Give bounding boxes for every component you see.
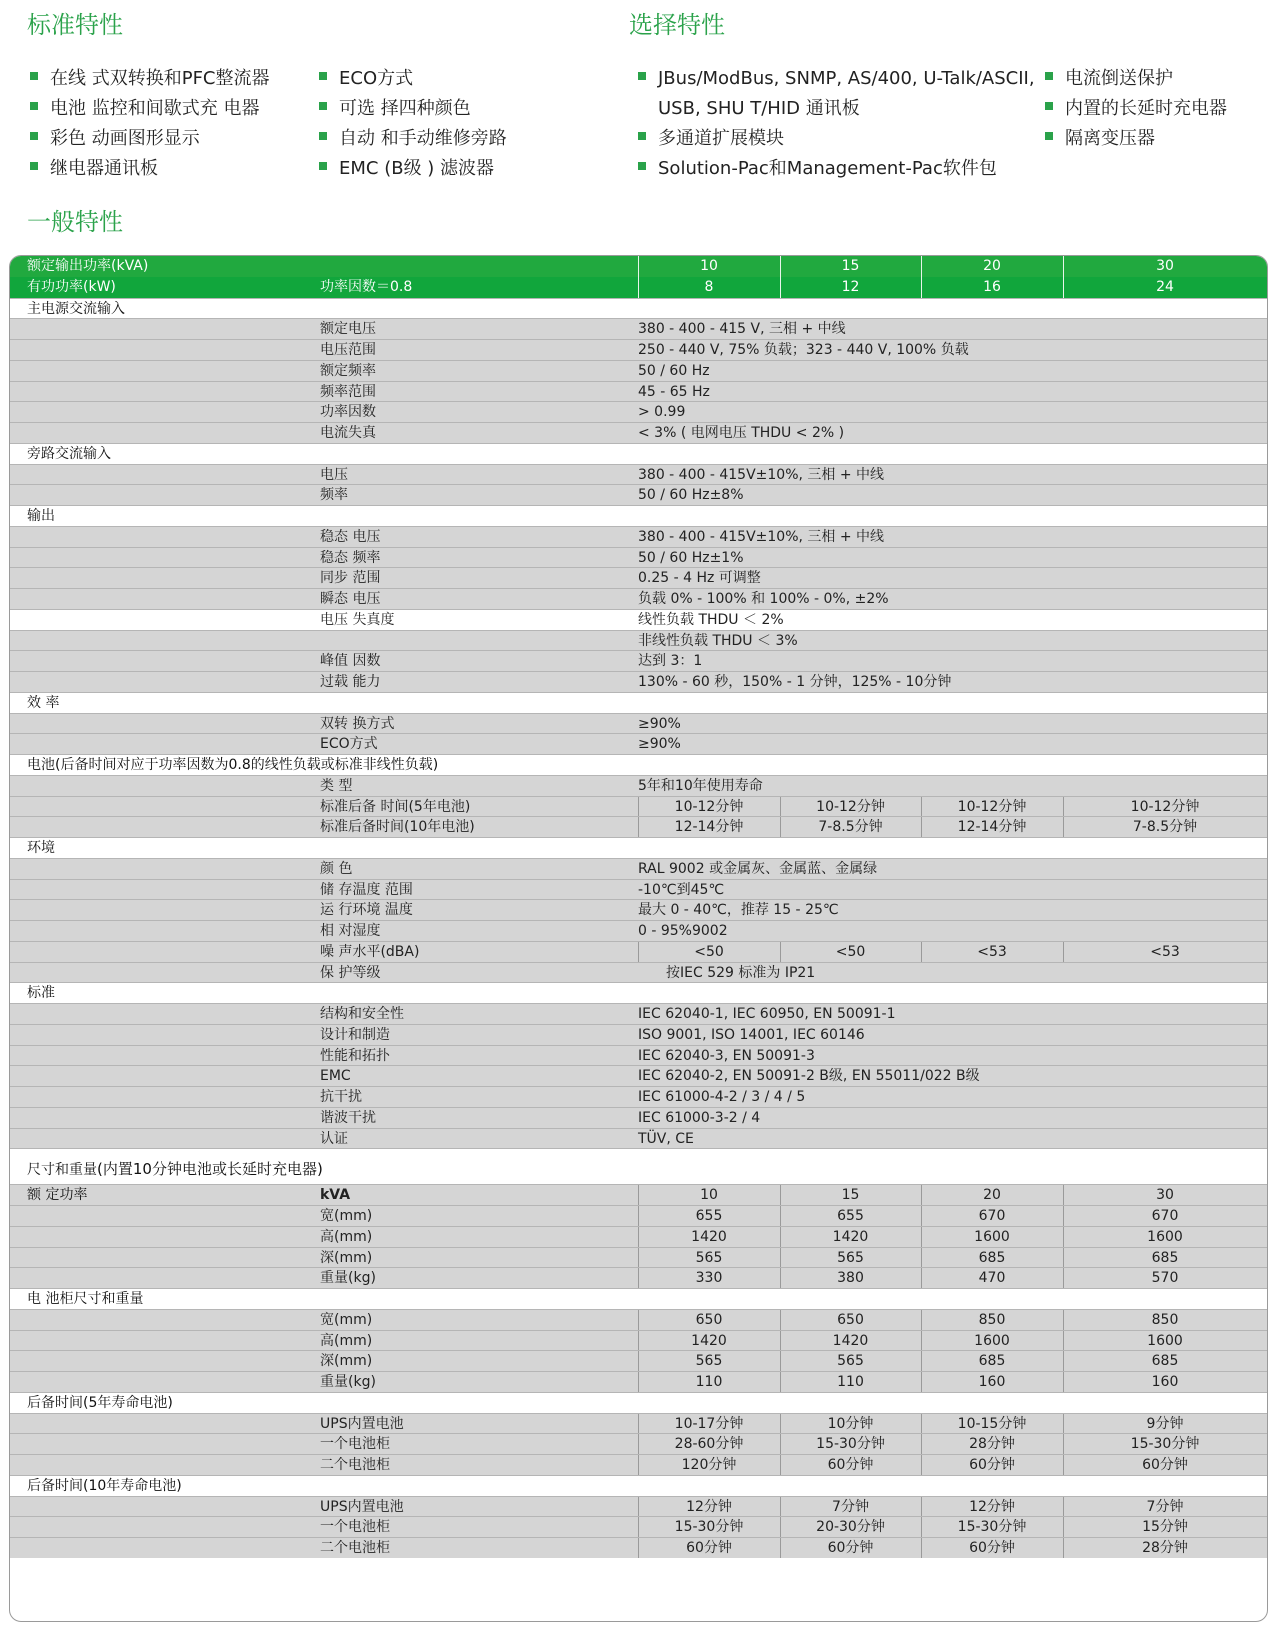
parameter-name: 性能和拓扑 bbox=[320, 1047, 390, 1064]
spec-row bbox=[10, 920, 1267, 941]
spec-row bbox=[10, 567, 1267, 588]
value-cell: 1600 bbox=[974, 1332, 1010, 1349]
value-cell: 685 bbox=[1151, 1353, 1179, 1370]
parameter-value: > 0.99 bbox=[638, 404, 686, 421]
parameter-name: 深(mm) bbox=[320, 1249, 373, 1266]
feature-item bbox=[319, 94, 507, 124]
spec-row bbox=[10, 1413, 1267, 1434]
feature-text: 继电器通讯板 bbox=[50, 158, 158, 179]
value-cell: 12分钟 bbox=[969, 1498, 1015, 1515]
spec-row bbox=[10, 1205, 1267, 1226]
section-heading-note: (内置10分钟电池或长延时充电器) bbox=[97, 1160, 323, 1179]
spec-row bbox=[10, 1496, 1267, 1517]
spec-row bbox=[10, 1065, 1267, 1086]
value-cell: 1600 bbox=[1147, 1332, 1183, 1349]
parameter-name: UPS内置电池 bbox=[320, 1415, 404, 1432]
value-cell: 565 bbox=[837, 1249, 864, 1266]
parameter-name: 运 行环境 温度 bbox=[320, 902, 413, 919]
feature-item bbox=[1045, 124, 1227, 154]
value-cell: 28-60分钟 bbox=[674, 1436, 744, 1453]
parameter-name: 瞬态 电压 bbox=[320, 591, 381, 607]
parameter-name: 一个电池柜 bbox=[320, 1519, 390, 1536]
parameter-value: IEC 62040-2, EN 50091-2 B级, EN 55011/022 B级 bbox=[638, 1068, 980, 1085]
parameter-value: ≥90% bbox=[638, 736, 681, 753]
spec-row bbox=[10, 941, 1267, 962]
spec-row bbox=[10, 1184, 1267, 1205]
spec-row bbox=[10, 816, 1267, 837]
bullet-icon bbox=[638, 72, 646, 80]
spec-row bbox=[10, 360, 1267, 381]
parameter-value: 0 - 95%9002 bbox=[638, 923, 728, 939]
value-cell: 565 bbox=[837, 1353, 864, 1370]
spec-row bbox=[10, 775, 1267, 796]
value-cell: 20 bbox=[983, 258, 1001, 274]
parameter-name: 重量(kg) bbox=[320, 1374, 376, 1390]
bullet-icon bbox=[319, 162, 327, 170]
parameter-value: IEC 61000-3-2 / 4 bbox=[638, 1109, 761, 1126]
value-cell: 470 bbox=[978, 1270, 1006, 1287]
bullet-icon bbox=[30, 72, 38, 80]
row-label: 有功功率(kW) bbox=[27, 278, 116, 295]
value-cell: 12分钟 bbox=[686, 1498, 732, 1515]
parameter-name: 颜 色 bbox=[320, 860, 353, 877]
parameter-name: 电压 失真度 bbox=[320, 611, 395, 628]
value-cell: 1420 bbox=[691, 1228, 727, 1245]
spec-row bbox=[10, 1330, 1267, 1351]
parameter-name: 一个电池柜 bbox=[320, 1436, 390, 1453]
feature-item bbox=[319, 154, 507, 184]
spec-row bbox=[10, 630, 1267, 651]
parameter-value: 45 - 65 Hz bbox=[638, 383, 710, 400]
parameter-value: 非线性负载 THDU ＜ 3% bbox=[638, 632, 798, 649]
row-label: 额 定功率 bbox=[27, 1187, 88, 1204]
feature-text: 自动 和手动维修旁路 bbox=[339, 128, 507, 149]
section-header-row bbox=[10, 505, 1267, 526]
value-cell: 1420 bbox=[832, 1332, 869, 1349]
spec-row bbox=[10, 650, 1267, 671]
parameter-value: 最大 0 - 40℃，推荐 15 - 25℃ bbox=[638, 902, 839, 919]
value-cell: 60分钟 bbox=[969, 1457, 1015, 1473]
spec-row bbox=[10, 1516, 1267, 1537]
parameter-value: -10℃到45℃ bbox=[638, 881, 725, 898]
spec-row bbox=[10, 547, 1267, 568]
parameter-value: TÜV, CE bbox=[638, 1130, 694, 1147]
parameter-name: 电流失真 bbox=[320, 425, 376, 441]
bullet-icon bbox=[30, 162, 38, 170]
section-header-row bbox=[10, 1392, 1267, 1413]
feature-text: JBus/ModBus, SNMP, AS/400, U-Talk/ASCII, bbox=[658, 68, 1035, 89]
feature-text: USB, SHU T/HID 通讯板 bbox=[658, 98, 860, 119]
parameter-name: 二个电池柜 bbox=[320, 1457, 390, 1473]
parameter-name: 双转 换方式 bbox=[320, 715, 395, 732]
value-cell: 30 bbox=[1156, 1187, 1174, 1204]
feature-text: 电池 监控和间歇式充 电器 bbox=[50, 98, 260, 119]
value-cell: 1420 bbox=[832, 1228, 869, 1245]
value-cell: 1600 bbox=[974, 1228, 1010, 1245]
parameter-name: 功率因数＝0.8 bbox=[320, 278, 413, 295]
parameter-value: 380 - 400 - 415V±10%, 三相 + 中线 bbox=[638, 466, 885, 483]
feature-item bbox=[638, 64, 1035, 94]
spec-row bbox=[10, 1045, 1267, 1066]
feature-item bbox=[319, 124, 507, 154]
value-cell: 655 bbox=[837, 1208, 864, 1224]
standard-features-col1 bbox=[30, 64, 270, 184]
value-cell: 20 bbox=[983, 1187, 1001, 1204]
parameter-value: 250 - 440 V, 75% 负载；323 - 440 V, 100% 负载 bbox=[638, 342, 969, 358]
bullet-icon bbox=[1045, 102, 1053, 110]
value-cell: 10分钟 bbox=[827, 1415, 874, 1432]
feature-text: 多通道扩展模块 bbox=[658, 128, 784, 149]
parameter-value: 5年和10年使用寿命 bbox=[638, 777, 763, 794]
value-cell: 60分钟 bbox=[969, 1540, 1015, 1556]
spec-row bbox=[10, 733, 1267, 754]
spec-row bbox=[10, 277, 1267, 298]
feature-item-continued bbox=[638, 94, 1035, 124]
parameter-value: 0.25 - 4 Hz 可调整 bbox=[638, 570, 761, 587]
spec-row bbox=[10, 1003, 1267, 1024]
value-cell: 24 bbox=[1156, 278, 1174, 295]
parameter-name: UPS内置电池 bbox=[320, 1498, 404, 1515]
section-title: 效 率 bbox=[27, 694, 60, 711]
parameter-value: ISO 9001, ISO 14001, IEC 60146 bbox=[638, 1026, 865, 1043]
spec-row bbox=[10, 381, 1267, 402]
section-title: 环境 bbox=[27, 840, 55, 856]
parameter-name: kVA bbox=[320, 1187, 351, 1204]
value-cell: 30 bbox=[1156, 258, 1174, 274]
value-cell: <53 bbox=[977, 943, 1007, 960]
row-label: 额定输出功率(kVA) bbox=[27, 258, 149, 274]
value-cell: 565 bbox=[695, 1249, 723, 1266]
spec-row bbox=[10, 609, 1267, 630]
value-cell: 685 bbox=[978, 1353, 1006, 1370]
bullet-icon bbox=[319, 132, 327, 140]
optional-features-heading: 选择特性 bbox=[629, 11, 725, 39]
parameter-name: 储 存温度 范围 bbox=[320, 881, 413, 898]
spec-row bbox=[10, 858, 1267, 879]
value-cell: 28分钟 bbox=[1142, 1540, 1188, 1556]
value-cell: 28分钟 bbox=[969, 1436, 1015, 1453]
parameter-value: 380 - 400 - 415 V, 三相 + 中线 bbox=[638, 321, 846, 338]
spec-row bbox=[10, 526, 1267, 547]
value-cell: 650 bbox=[837, 1311, 864, 1328]
value-cell: 7分钟 bbox=[1146, 1498, 1184, 1515]
parameter-value: IEC 62040-1, IEC 60950, EN 50091-1 bbox=[638, 1006, 896, 1022]
parameter-name: 认证 bbox=[320, 1130, 348, 1147]
spec-row bbox=[10, 1371, 1267, 1392]
optional-features-col1 bbox=[638, 64, 1035, 184]
parameter-name: 类 型 bbox=[320, 777, 353, 794]
feature-item bbox=[1045, 94, 1227, 124]
spec-row bbox=[10, 713, 1267, 734]
spec-row bbox=[10, 671, 1267, 692]
spec-row bbox=[10, 422, 1267, 443]
feature-text: 在线 式双转换和PFC整流器 bbox=[50, 68, 270, 89]
value-cell: 565 bbox=[695, 1353, 723, 1370]
parameter-value: 负载 0% - 100% 和 100% - 0%, ±2% bbox=[638, 591, 889, 607]
value-cell: 12 bbox=[841, 278, 860, 295]
parameter-value: ≥90% bbox=[638, 715, 681, 732]
bullet-icon bbox=[319, 72, 327, 80]
section-title: 旁路交流输入 bbox=[27, 445, 111, 462]
value-cell: 15 bbox=[841, 258, 860, 274]
parameter-name: 结构和安全性 bbox=[320, 1006, 404, 1022]
feature-item bbox=[319, 64, 507, 94]
parameter-name: 频率 bbox=[320, 487, 348, 504]
value-cell: 850 bbox=[978, 1311, 1006, 1328]
bullet-icon bbox=[1045, 132, 1053, 140]
value-cell: 10-12分钟 bbox=[1130, 798, 1200, 815]
spec-row bbox=[10, 899, 1267, 920]
spec-row bbox=[10, 1433, 1267, 1454]
parameter-value: 380 - 400 - 415V±10%, 三相 + 中线 bbox=[638, 528, 885, 545]
parameter-value: 线性负载 THDU ＜ 2% bbox=[638, 611, 784, 628]
feature-item bbox=[638, 124, 1035, 154]
optional-features-col2 bbox=[1045, 64, 1227, 154]
spec-row bbox=[10, 1350, 1267, 1371]
value-cell: 10-12分钟 bbox=[674, 798, 744, 815]
value-cell: 160 bbox=[978, 1374, 1006, 1390]
parameter-name: 标准后备时间(10年电池) bbox=[320, 819, 475, 836]
value-cell: 380 bbox=[837, 1270, 864, 1287]
spec-row bbox=[10, 318, 1267, 339]
value-cell: 12-14分钟 bbox=[957, 819, 1027, 836]
section-header-row bbox=[10, 1148, 1267, 1184]
section-title: 输出 bbox=[27, 508, 55, 524]
parameter-value: 130% - 60 秒，150% - 1 分钟，125% - 10分钟 bbox=[638, 674, 952, 690]
bullet-icon bbox=[1045, 72, 1053, 80]
value-cell: 10-15分钟 bbox=[957, 1415, 1027, 1432]
spec-row bbox=[10, 484, 1267, 505]
bullet-icon bbox=[638, 132, 646, 140]
parameter-value: RAL 9002 或金属灰、金属蓝、金属绿 bbox=[638, 860, 878, 877]
section-header-row bbox=[10, 692, 1267, 713]
value-cell: 1420 bbox=[691, 1332, 727, 1349]
parameter-value: 50 / 60 Hz±1% bbox=[638, 549, 744, 566]
value-cell: 60分钟 bbox=[827, 1540, 874, 1556]
feature-text: EMC (B级 ) 滤波器 bbox=[339, 158, 495, 179]
parameter-name: 设计和制造 bbox=[320, 1026, 390, 1043]
parameter-name: 电压范围 bbox=[320, 342, 376, 358]
feature-text: Solution-Pac和Management-Pac软件包 bbox=[658, 158, 997, 179]
value-cell: 655 bbox=[695, 1208, 723, 1224]
parameter-name: 频率范围 bbox=[320, 383, 376, 400]
feature-text: 可选 择四种颜色 bbox=[339, 98, 471, 119]
parameter-name: 电压 bbox=[320, 466, 348, 483]
spec-row bbox=[10, 339, 1267, 360]
feature-item bbox=[30, 124, 270, 154]
value-cell: 1600 bbox=[1147, 1228, 1183, 1245]
value-cell: 850 bbox=[1151, 1311, 1179, 1328]
parameter-name: 保 护等级 bbox=[320, 964, 381, 981]
parameter-name: 噪 声水平(dBA) bbox=[320, 943, 420, 960]
spec-row bbox=[10, 1247, 1267, 1268]
value-cell: 15-30分钟 bbox=[1130, 1436, 1200, 1453]
parameter-value: 达到 3：1 bbox=[638, 653, 703, 670]
parameter-name: 宽(mm) bbox=[320, 1311, 373, 1328]
value-cell: 60分钟 bbox=[686, 1540, 732, 1556]
parameter-value: 按IEC 529 标准为 IP21 bbox=[666, 964, 816, 981]
parameter-value: 50 / 60 Hz±8% bbox=[638, 487, 744, 504]
feature-text: ECO方式 bbox=[339, 68, 414, 89]
parameter-name: 标准后备 时间(5年电池) bbox=[320, 798, 471, 815]
parameter-name: 额定电压 bbox=[320, 321, 376, 338]
standard-features-col2 bbox=[319, 64, 507, 184]
standard-features-heading: 标准特性 bbox=[27, 11, 123, 39]
value-cell: 15-30分钟 bbox=[816, 1436, 885, 1453]
value-cell: 685 bbox=[1151, 1249, 1179, 1266]
section-header-row bbox=[10, 1475, 1267, 1496]
value-cell: 110 bbox=[837, 1374, 864, 1390]
section-header-row bbox=[10, 754, 1267, 775]
parameter-name: 深(mm) bbox=[320, 1353, 373, 1370]
section-title: 电 池柜尺寸和重量 bbox=[27, 1291, 144, 1307]
section-heading-main: 尺寸和重量 bbox=[27, 1162, 97, 1179]
feature-text: 内置的长延时充电器 bbox=[1065, 98, 1227, 119]
bullet-icon bbox=[638, 162, 646, 170]
spec-row bbox=[10, 1454, 1267, 1475]
parameter-name: 过载 能力 bbox=[320, 674, 381, 690]
value-cell: 60分钟 bbox=[827, 1457, 874, 1473]
value-cell: 7分钟 bbox=[832, 1498, 869, 1515]
feature-text: 电流倒送保护 bbox=[1065, 68, 1173, 89]
value-cell: 8 bbox=[704, 278, 714, 295]
parameter-name: EMC bbox=[320, 1068, 351, 1085]
bullet-icon bbox=[30, 102, 38, 110]
parameter-name: 重量(kg) bbox=[320, 1270, 376, 1287]
bullet-icon bbox=[319, 102, 327, 110]
spec-row bbox=[10, 1024, 1267, 1045]
parameter-name: 相 对湿度 bbox=[320, 923, 381, 939]
feature-item bbox=[1045, 64, 1227, 94]
value-cell: 10-12分钟 bbox=[816, 798, 885, 815]
feature-text: 隔离变压器 bbox=[1065, 128, 1155, 149]
feature-item bbox=[30, 94, 270, 124]
spec-row bbox=[10, 796, 1267, 817]
spec-row bbox=[10, 464, 1267, 485]
parameter-name: 抗干扰 bbox=[320, 1089, 362, 1105]
parameter-value: 50 / 60 Hz bbox=[638, 362, 710, 379]
feature-item bbox=[30, 64, 270, 94]
value-cell: 16 bbox=[983, 278, 1001, 295]
section-heading bbox=[27, 1155, 323, 1183]
parameter-name: 高(mm) bbox=[320, 1228, 373, 1245]
section-title: 标准 bbox=[27, 985, 55, 1002]
spec-row bbox=[10, 588, 1267, 609]
value-cell: 110 bbox=[695, 1374, 723, 1390]
spec-row bbox=[10, 1267, 1267, 1288]
spec-row bbox=[10, 1537, 1267, 1558]
parameter-value: < 3% ( 电网电压 THDU < 2% ) bbox=[638, 425, 845, 441]
spec-row bbox=[10, 256, 1267, 277]
spec-table bbox=[9, 255, 1268, 1622]
value-cell: 60分钟 bbox=[1142, 1457, 1188, 1473]
section-header-row bbox=[10, 443, 1267, 464]
spec-row bbox=[10, 879, 1267, 900]
parameter-name: 稳态 频率 bbox=[320, 549, 381, 566]
section-title: 后备时间(10年寿命电池) bbox=[27, 1477, 182, 1494]
parameter-name: 同步 范围 bbox=[320, 570, 381, 587]
value-cell: 670 bbox=[1151, 1208, 1179, 1224]
section-title: 主电源交流输入 bbox=[27, 300, 125, 317]
bullet-icon bbox=[30, 132, 38, 140]
value-cell: 15 bbox=[841, 1187, 860, 1204]
parameter-value: IEC 62040-3, EN 50091-3 bbox=[638, 1047, 815, 1064]
value-cell: 15-30分钟 bbox=[957, 1519, 1027, 1536]
feature-item bbox=[30, 154, 270, 184]
parameter-name: 二个电池柜 bbox=[320, 1540, 390, 1556]
section-header-row bbox=[10, 982, 1267, 1003]
value-cell: 685 bbox=[978, 1249, 1006, 1266]
spec-row bbox=[10, 1309, 1267, 1330]
parameter-name: 谐波干扰 bbox=[320, 1109, 376, 1126]
general-features-heading: 一般特性 bbox=[27, 208, 123, 236]
value-cell: <50 bbox=[835, 943, 866, 960]
parameter-name: 峰值 因数 bbox=[320, 653, 381, 670]
value-cell: 10-12分钟 bbox=[957, 798, 1027, 815]
feature-item bbox=[638, 154, 1035, 184]
section-header-row bbox=[10, 1288, 1267, 1309]
value-cell: 15分钟 bbox=[1142, 1519, 1188, 1536]
value-cell: 10 bbox=[700, 1187, 718, 1204]
value-cell: 9分钟 bbox=[1146, 1415, 1184, 1432]
spec-row bbox=[10, 1226, 1267, 1247]
section-title: 电池(后备时间对应于功率因数为0.8的线性负载或标准非线性负载) bbox=[27, 757, 439, 773]
section-header-row bbox=[10, 837, 1267, 858]
spec-row bbox=[10, 962, 1267, 983]
spec-row bbox=[10, 1107, 1267, 1128]
parameter-value: IEC 61000-4-2 / 3 / 4 / 5 bbox=[638, 1089, 806, 1105]
value-cell: 7-8.5分钟 bbox=[1132, 819, 1198, 836]
parameter-name: 稳态 电压 bbox=[320, 528, 381, 545]
value-cell: 570 bbox=[1151, 1270, 1179, 1287]
value-cell: 20-30分钟 bbox=[816, 1519, 885, 1536]
value-cell: <50 bbox=[694, 943, 724, 960]
value-cell: 10-17分钟 bbox=[674, 1415, 744, 1432]
value-cell: 650 bbox=[695, 1311, 723, 1328]
parameter-name: 额定频率 bbox=[320, 362, 376, 379]
parameter-name: 高(mm) bbox=[320, 1332, 373, 1349]
feature-text: 彩色 动画图形显示 bbox=[50, 128, 200, 149]
spec-row bbox=[10, 1086, 1267, 1107]
section-title: 后备时间(5年寿命电池) bbox=[27, 1394, 173, 1411]
value-cell: 15-30分钟 bbox=[674, 1519, 744, 1536]
value-cell: 7-8.5分钟 bbox=[818, 819, 883, 836]
value-cell: 12-14分钟 bbox=[674, 819, 744, 836]
parameter-name: 功率因数 bbox=[320, 404, 376, 421]
parameter-name: 宽(mm) bbox=[320, 1208, 373, 1224]
value-cell: 120分钟 bbox=[681, 1457, 737, 1473]
value-cell: 330 bbox=[695, 1270, 723, 1287]
value-cell: 10 bbox=[700, 258, 718, 274]
section-header-row bbox=[10, 298, 1267, 319]
value-cell: <53 bbox=[1150, 943, 1180, 960]
parameter-name: ECO方式 bbox=[320, 736, 378, 753]
value-cell: 160 bbox=[1151, 1374, 1179, 1390]
value-cell: 670 bbox=[978, 1208, 1006, 1224]
spec-row bbox=[10, 1128, 1267, 1149]
spec-row bbox=[10, 401, 1267, 422]
